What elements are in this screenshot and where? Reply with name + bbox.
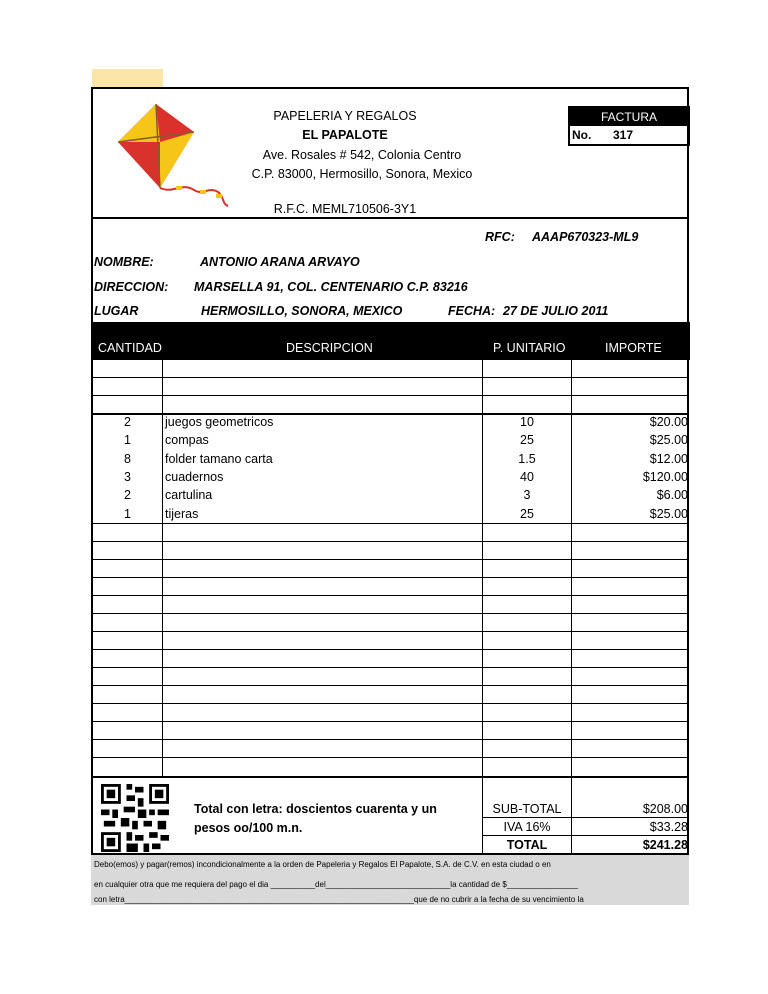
total-value: $241.28 [642,838,688,852]
grid-h13 [93,685,689,686]
item-desc: folder tamano carta [165,452,273,466]
footer-line2: en cualquier otra que me requiera del pago el dia __________del____________________________la cantidad de $________________ [94,880,578,889]
column-desc: DESCRIPCION [286,341,373,355]
client-place-value: HERMOSILLO, SONORA, MEXICO [201,304,403,318]
item-unit: 1.5 [518,452,536,466]
company-address2: C.P. 83000, Hermosillo, Sonora, Mexico [251,167,473,181]
item-amount: $120.00 [642,470,688,484]
company-name: PAPELERIA Y REGALOS [273,109,417,123]
factura-title: FACTURA [570,108,688,126]
grid-h8 [93,595,689,596]
grid-h15 [93,721,689,722]
iva-value: $33.28 [649,820,688,834]
grid-h5 [93,541,689,542]
footer-line3: con letra_________________________________________________________________que de no cubrir a la fecha de su vencimiento la [94,895,584,904]
grid-h7 [93,577,689,578]
item-qty: 2 [124,415,131,429]
grid-h4 [93,523,689,524]
grid-v1 [162,360,163,778]
item-unit: 3 [523,488,531,502]
item-desc: tijeras [165,507,199,521]
item-amount: $6.00 [656,488,688,502]
item-qty: 8 [124,452,131,466]
grid-h16 [93,739,689,740]
grid-h14 [93,703,689,704]
column-amount: IMPORTE [605,341,662,355]
client-rfc-label: RFC: [485,230,515,244]
client-date-value: 27 DE JULIO 2011 [503,304,609,318]
grid-h17 [93,757,689,758]
company-brand: EL PAPALOTE [302,128,388,142]
grid-h1 [93,377,689,378]
client-address-value: MARSELLA 91, COL. CENTENARIO C.P. 83216 [194,280,468,294]
grid-h2 [93,395,689,396]
total-words-line2: pesos oo/100 m.n. [194,821,303,835]
item-desc: cartulina [165,488,213,502]
company-address1: Ave. Rosales # 542, Colonia Centro [262,148,462,162]
subtotal-label: SUB-TOTAL [492,802,562,816]
factura-no-label: No. [572,128,592,142]
grid-h6 [93,559,689,560]
client-name-label: NOMBRE: [94,255,154,269]
item-amount: $12.00 [649,452,688,466]
item-unit: 10 [520,415,534,429]
item-desc: juegos geometricos [165,415,274,429]
grid-h9 [93,613,689,614]
item-qty: 1 [124,433,131,447]
company-rfc: R.F.C. MEML710506-3Y1 [273,202,417,216]
total-label: TOTAL [506,838,548,852]
client-place-label: LUGAR [94,304,139,318]
footer-line1: Debo(emos) y pagar(remos) incondicionalmente a la orden de Papeleria y Regalos El Papalote, S.A. de C.V. en esta ciudad o en [94,860,551,869]
client-date-label: FECHA: [448,304,496,318]
item-desc: cuadernos [165,470,224,484]
column-unit: P. UNITARIO [493,341,566,355]
item-unit: 25 [520,433,534,447]
total-words-line1: Total con letra: doscientos cuarenta y un [194,802,437,816]
item-qty: 1 [124,507,131,521]
client-rfc-value: AAAP670323-ML9 [532,230,639,244]
client-name-value: ANTONIO ARANA ARVAYO [200,255,360,269]
grid-h12 [93,667,689,668]
subtotal-value: $208.00 [642,802,688,816]
item-unit: 40 [520,470,534,484]
item-amount: $20.00 [649,415,688,429]
item-desc: compas [165,433,209,447]
item-qty: 3 [124,470,131,484]
item-unit: 25 [520,507,534,521]
grid-h11 [93,649,689,650]
column-qty: CANTIDAD [98,341,162,355]
grid-h18 [91,776,689,778]
item-amount: $25.00 [649,433,688,447]
item-qty: 2 [124,488,131,502]
grid-h10 [93,631,689,632]
qr-code-icon [99,784,171,852]
item-amount: $25.00 [649,507,688,521]
client-address-label: DIRECCION: [94,280,169,294]
factura-number: 317 [613,128,634,142]
iva-label: IVA 16% [503,820,551,834]
